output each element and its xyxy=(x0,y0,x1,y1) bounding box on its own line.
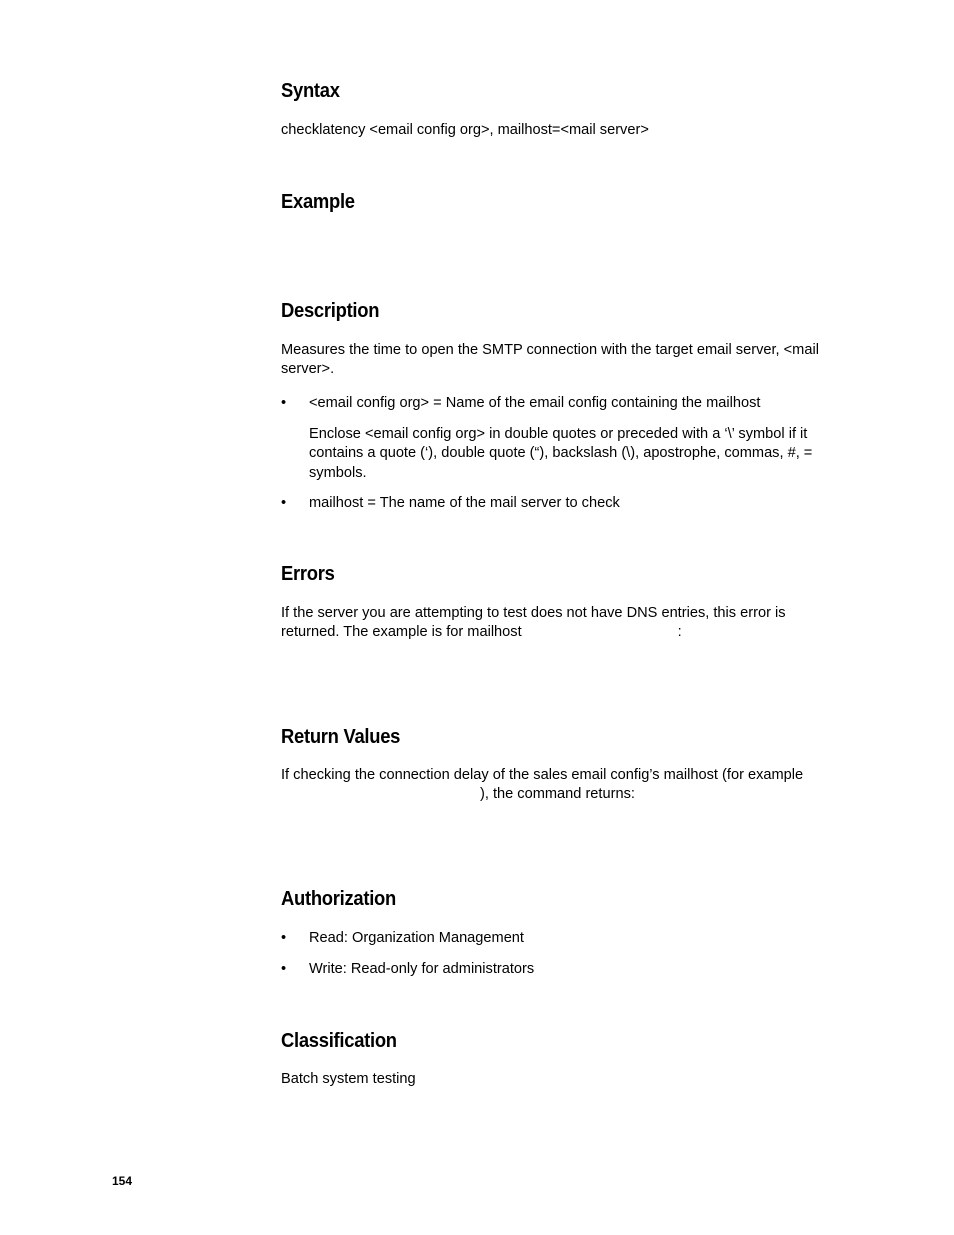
return-values-text-line-2-end: ), the command returns: xyxy=(480,786,635,802)
classification-text: Batch system testing xyxy=(281,1071,416,1087)
bullet-symbol: • xyxy=(281,961,287,977)
description-bullet-1-note: Enclose <email config org> in double quotes or preceded with a ‘\’ symbol if it contains a quote (‘), double quote (“), backslash (\), apostrophe, commas, #, = symbols. xyxy=(309,426,813,481)
authorization-bullet-write: Write: Read-only for administrators xyxy=(309,961,535,977)
errors-text-line-1: If the server you are attempting to test does not have DNS entries, this error is xyxy=(281,605,786,621)
errors-heading: Errors xyxy=(281,563,335,585)
description-bullet-2: mailhost = The name of the mail server to check xyxy=(309,495,620,511)
description-text: Measures the time to open the SMTP connection with the target email server, <mail server>. xyxy=(281,342,819,378)
example-heading: Example xyxy=(281,191,355,213)
classification-heading: Classification xyxy=(281,1030,397,1052)
authorization-bullet-read: Read: Organization Management xyxy=(309,930,524,946)
syntax-text: checklatency <email config org>, mailhost=<mail server> xyxy=(281,122,649,138)
bullet-symbol: • xyxy=(281,495,287,511)
description-heading: Description xyxy=(281,300,380,322)
page-number: 154 xyxy=(112,1174,133,1188)
bullet-symbol: • xyxy=(281,930,287,946)
return-values-text-line-2 xyxy=(281,785,843,804)
authorization-heading: Authorization xyxy=(281,888,396,910)
bullet-symbol: • xyxy=(281,395,287,411)
return-values-text-line-1: If checking the connection delay of the sales email config’s mailhost (for example xyxy=(281,767,804,783)
errors-text-line-2 xyxy=(281,623,843,642)
return-values-heading: Return Values xyxy=(281,726,401,748)
description-bullet-1: <email config org> = Name of the email config containing the mailhost xyxy=(309,395,761,411)
errors-text-line-2-start: returned. The example is for mailhost xyxy=(281,624,522,640)
errors-text-line-2-end: : xyxy=(677,624,682,640)
syntax-heading: Syntax xyxy=(281,80,340,102)
